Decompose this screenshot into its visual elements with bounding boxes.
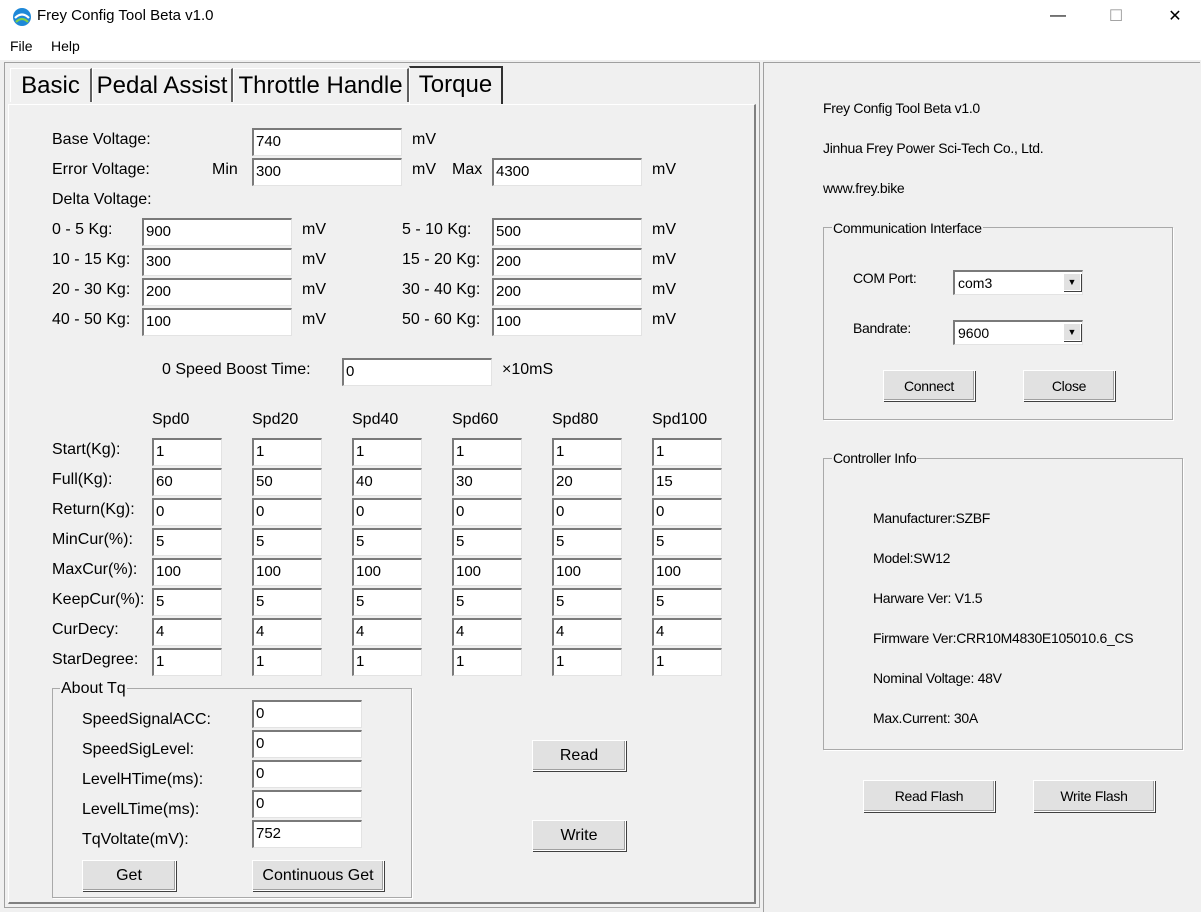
delta-unit: mV [652, 251, 676, 268]
speed-cell-input[interactable]: 15 [652, 468, 722, 496]
speed-cell-input[interactable]: 0 [552, 498, 622, 526]
chevron-down-icon[interactable]: ▼ [1063, 273, 1081, 291]
get-button[interactable]: Get [82, 860, 176, 891]
about-tq-label: TqVoltate(mV): [82, 831, 189, 848]
speed-column-header: Spd20 [252, 411, 299, 428]
about-tq-title: About Tq [61, 680, 126, 697]
speed-cell-input[interactable]: 5 [152, 588, 222, 616]
minimize-button[interactable] [1035, 0, 1081, 32]
speed-cell-input[interactable]: 1 [252, 648, 322, 676]
read-button[interactable]: Read [532, 740, 626, 771]
speed-cell-input[interactable]: 1 [252, 438, 322, 466]
boost-time-unit: ×10mS [502, 361, 554, 378]
delta-label: 0 - 5 Kg: [52, 221, 113, 238]
com-port-label: COM Port: [853, 270, 917, 286]
speed-row-label: Full(Kg): [52, 471, 113, 488]
error-min-input[interactable]: 300 [252, 158, 402, 186]
base-voltage-unit: mV [412, 131, 436, 148]
about-tq-input[interactable]: 0 [252, 760, 362, 788]
error-max-input[interactable]: 4300 [492, 158, 642, 186]
delta-input[interactable]: 100 [492, 308, 642, 336]
controller-info-title: Controller Info [833, 450, 917, 466]
firmware-version-text: Firmware Ver:CRR10M4830E105010.6_CS [873, 630, 1134, 646]
speed-column-header: Spd100 [652, 411, 708, 428]
speed-cell-input[interactable]: 5 [652, 588, 722, 616]
speed-cell-input[interactable]: 5 [552, 528, 622, 556]
about-tq-input[interactable]: 0 [252, 790, 362, 818]
com-port-value: com3 [958, 275, 993, 291]
speed-row-label: CurDecy: [52, 621, 119, 638]
delta-label: 50 - 60 Kg: [402, 311, 481, 328]
menu-help[interactable]: Help [51, 38, 80, 54]
menu-file[interactable]: File [10, 38, 33, 54]
speed-cell-input[interactable]: 100 [252, 558, 322, 586]
app-logo-icon [12, 7, 32, 27]
window-title: Frey Config Tool Beta v1.0 [37, 7, 214, 24]
about-tq-label: SpeedSigLevel: [82, 741, 195, 758]
speed-cell-input[interactable]: 1 [552, 648, 622, 676]
speed-cell-input[interactable]: 5 [252, 588, 322, 616]
company-text: Jinhua Frey Power Sci-Tech Co., Ltd. [823, 140, 1044, 156]
speed-cell-input[interactable]: 60 [152, 468, 222, 496]
delta-label: 15 - 20 Kg: [402, 251, 481, 268]
delta-input[interactable]: 200 [492, 278, 642, 306]
tab-pedal-assist[interactable]: Pedal Assist [92, 68, 233, 102]
about-tq-input[interactable]: 0 [252, 730, 362, 758]
delta-label: 30 - 40 Kg: [402, 281, 481, 298]
speed-cell-input[interactable]: 100 [452, 558, 522, 586]
delta-unit: mV [652, 281, 676, 298]
about-tq-label: LevelLTime(ms): [82, 801, 200, 818]
about-tq-input[interactable]: 752 [252, 820, 362, 848]
boost-time-input[interactable]: 0 [342, 358, 492, 386]
close-icon: ✕ [1168, 8, 1182, 25]
delta-unit: mV [652, 311, 676, 328]
model-text: Model:SW12 [873, 550, 951, 566]
speed-cell-input[interactable]: 4 [252, 618, 322, 646]
delta-label: 40 - 50 Kg: [52, 311, 131, 328]
speed-cell-input[interactable]: 4 [352, 618, 422, 646]
speed-cell-input[interactable]: 4 [652, 618, 722, 646]
boost-time-label: 0 Speed Boost Time: [162, 361, 311, 378]
speed-cell-input[interactable]: 100 [152, 558, 222, 586]
comm-interface-title: Communication Interface [833, 220, 982, 236]
max-current-text: Max.Current: 30A [873, 710, 978, 726]
delta-label: 5 - 10 Kg: [402, 221, 472, 238]
close-button[interactable]: Close [1023, 370, 1115, 401]
speed-cell-input[interactable]: 50 [252, 468, 322, 496]
menu-bar [0, 34, 1201, 60]
speed-cell-input[interactable]: 1 [352, 438, 422, 466]
speed-row-label: Start(Kg): [52, 441, 121, 458]
maximize-button[interactable] [1093, 0, 1139, 32]
connect-button[interactable]: Connect [883, 370, 975, 401]
speed-cell-input[interactable]: 1 [452, 648, 522, 676]
delta-input[interactable]: 900 [142, 218, 292, 246]
speed-cell-input[interactable]: 1 [152, 648, 222, 676]
speed-cell-input[interactable]: 5 [352, 528, 422, 556]
speed-cell-input[interactable]: 1 [152, 438, 222, 466]
delta-label: 20 - 30 Kg: [52, 281, 131, 298]
tab-torque[interactable]: Torque [409, 66, 503, 104]
speed-row-label: StarDegree: [52, 651, 139, 668]
speed-cell-input[interactable]: 5 [152, 528, 222, 556]
maximize-icon: ☐ [1108, 8, 1124, 25]
app-info-text: Frey Config Tool Beta v1.0 [823, 100, 980, 116]
delta-voltage-label: Delta Voltage: [52, 191, 152, 208]
speed-cell-input[interactable]: 40 [352, 468, 422, 496]
error-min-unit: mV [412, 161, 436, 178]
speed-cell-input[interactable]: 4 [452, 618, 522, 646]
bandrate-select[interactable] [953, 320, 1083, 345]
error-voltage-label: Error Voltage: [52, 161, 150, 178]
speed-cell-input[interactable]: 1 [652, 438, 722, 466]
speed-cell-input[interactable]: 0 [452, 498, 522, 526]
speed-cell-input[interactable]: 0 [152, 498, 222, 526]
error-min-label: Min [212, 161, 238, 178]
speed-cell-input[interactable]: 1 [352, 648, 422, 676]
bandrate-value: 9600 [958, 325, 990, 341]
write-flash-button[interactable]: Write Flash [1033, 780, 1155, 812]
speed-cell-input[interactable]: 0 [652, 498, 722, 526]
speed-cell-input[interactable]: 1 [652, 648, 722, 676]
tab-basic[interactable]: Basic [10, 68, 92, 102]
about-tq-label: LevelHTime(ms): [82, 771, 204, 788]
speed-cell-input[interactable]: 100 [552, 558, 622, 586]
speed-cell-input[interactable]: 5 [652, 528, 722, 556]
speed-row-label: MinCur(%): [52, 531, 133, 548]
delta-unit: mV [302, 251, 326, 268]
speed-cell-input[interactable]: 100 [652, 558, 722, 586]
manufacturer-text: Manufacturer:SZBF [873, 510, 991, 526]
error-max-label: Max [452, 161, 483, 178]
speed-column-header: Spd80 [552, 411, 599, 428]
speed-row-label: Return(Kg): [52, 501, 135, 518]
error-max-unit: mV [652, 161, 676, 178]
com-port-select[interactable] [953, 270, 1083, 295]
tab-throttle-handle[interactable]: Throttle Handle [233, 68, 409, 102]
hardware-version-text: Harware Ver: V1.5 [873, 590, 983, 606]
speed-cell-input[interactable]: 5 [352, 588, 422, 616]
website-text: www.frey.bike [823, 180, 905, 196]
speed-cell-input[interactable]: 1 [452, 438, 522, 466]
speed-cell-input[interactable]: 100 [352, 558, 422, 586]
speed-column-header: Spd0 [152, 411, 190, 428]
close-window-button[interactable] [1152, 0, 1198, 32]
about-tq-label: SpeedSignalACC: [82, 711, 211, 728]
read-flash-button[interactable]: Read Flash [863, 780, 995, 812]
speed-cell-input[interactable]: 1 [552, 438, 622, 466]
speed-cell-input[interactable]: 4 [152, 618, 222, 646]
speed-cell-input[interactable]: 5 [452, 588, 522, 616]
speed-cell-input[interactable]: 20 [552, 468, 622, 496]
nominal-voltage-text: Nominal Voltage: 48V [873, 670, 1002, 686]
speed-cell-input[interactable]: 4 [552, 618, 622, 646]
bandrate-label: Bandrate: [853, 320, 912, 336]
speed-column-header: Spd40 [352, 411, 399, 428]
delta-input[interactable]: 500 [492, 218, 642, 246]
delta-unit: mV [652, 221, 676, 238]
base-voltage-input[interactable]: 740 [252, 128, 402, 156]
speed-cell-input[interactable]: 30 [452, 468, 522, 496]
delta-unit: mV [302, 221, 326, 238]
chevron-down-icon[interactable]: ▼ [1063, 323, 1081, 341]
speed-row-label: KeepCur(%): [52, 591, 145, 608]
delta-unit: mV [302, 311, 326, 328]
write-button[interactable]: Write [532, 820, 626, 851]
speed-cell-input[interactable]: 5 [252, 528, 322, 556]
delta-input[interactable]: 100 [142, 308, 292, 336]
continuous-get-button[interactable]: Continuous Get [252, 860, 384, 891]
speed-row-label: MaxCur(%): [52, 561, 138, 578]
speed-column-header: Spd60 [452, 411, 499, 428]
delta-unit: mV [302, 281, 326, 298]
base-voltage-label: Base Voltage: [52, 131, 151, 148]
speed-cell-input[interactable]: 0 [252, 498, 322, 526]
delta-label: 10 - 15 Kg: [52, 251, 131, 268]
speed-cell-input[interactable]: 5 [452, 528, 522, 556]
delta-input[interactable]: 300 [142, 248, 292, 276]
speed-cell-input[interactable]: 0 [352, 498, 422, 526]
minimize-icon: — [1050, 7, 1066, 24]
delta-input[interactable]: 200 [492, 248, 642, 276]
about-tq-input[interactable]: 0 [252, 700, 362, 728]
delta-input[interactable]: 200 [142, 278, 292, 306]
speed-cell-input[interactable]: 5 [552, 588, 622, 616]
